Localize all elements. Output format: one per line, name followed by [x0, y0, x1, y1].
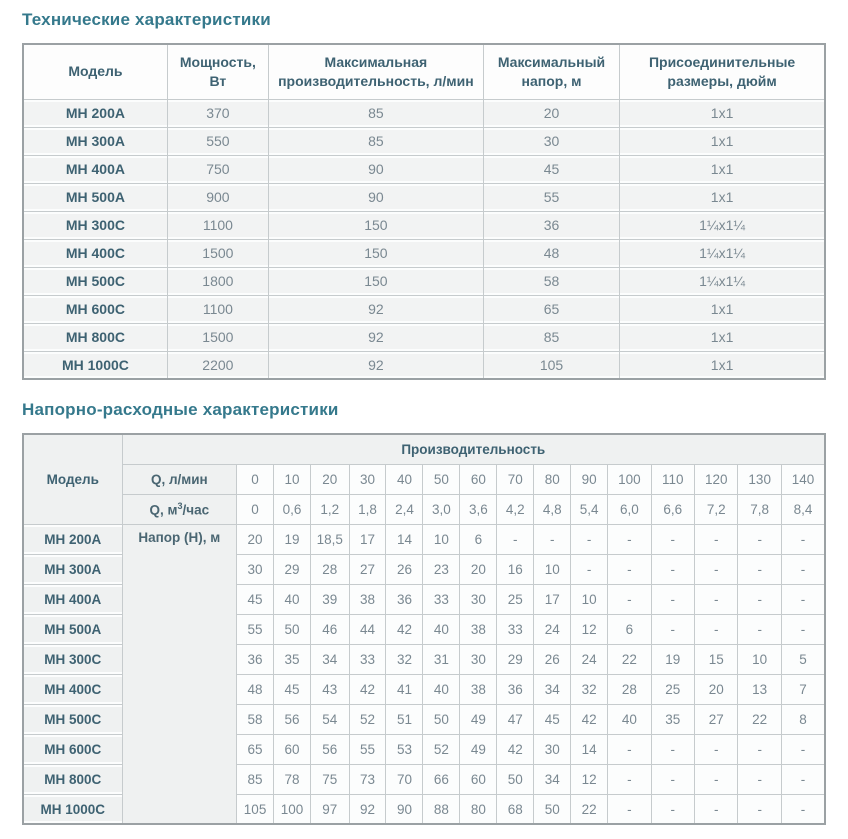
head-value-cell: 27 [695, 704, 738, 734]
head-value-cell: - [695, 584, 738, 614]
head-value-cell: - [738, 794, 781, 824]
value-cell: 92 [268, 323, 483, 351]
head-value-cell: 24 [571, 644, 608, 674]
head-value-cell: 42 [349, 674, 386, 704]
head-value-cell: 30 [460, 644, 497, 674]
value-cell: 550 [167, 127, 268, 155]
head-value-cell: 20 [460, 554, 497, 584]
head-value-cell: 47 [497, 704, 534, 734]
head-value-cell: - [695, 524, 738, 554]
head-value-cell: - [781, 584, 825, 614]
head-value-cell: 33 [497, 614, 534, 644]
head-value-cell: 46 [310, 614, 349, 644]
q-m3h-value: 0,6 [274, 494, 311, 524]
q-m3h-value: 0 [237, 494, 274, 524]
head-value-cell: 45 [534, 704, 571, 734]
head-value-cell: 45 [274, 674, 311, 704]
head-value-cell: 8 [781, 704, 825, 734]
head-value-cell: 38 [349, 584, 386, 614]
head-value-cell: 15 [695, 644, 738, 674]
head-value-cell: - [651, 614, 694, 644]
value-cell: 150 [268, 239, 483, 267]
q-lmin-value: 90 [571, 464, 608, 494]
specs-row [23, 99, 825, 127]
q-m3h-value: 4,2 [497, 494, 534, 524]
head-value-cell: 50 [274, 614, 311, 644]
model-cell: МН 600С [23, 734, 122, 764]
q-m3h-value: 6,6 [651, 494, 694, 524]
head-value-cell: 12 [571, 764, 608, 794]
q-lmin-value: 100 [608, 464, 651, 494]
head-value-cell: 80 [460, 794, 497, 824]
value-cell: 90 [268, 155, 483, 183]
head-value-cell: - [695, 764, 738, 794]
head-value-cell: 24 [534, 614, 571, 644]
head-value-cell: 85 [237, 764, 274, 794]
head-value-cell: - [738, 734, 781, 764]
flow-table-body [23, 524, 825, 824]
head-label-cell: Напор (Н), м [122, 524, 237, 824]
head-value-cell: 34 [310, 644, 349, 674]
q-m3h-value: 4,8 [534, 494, 571, 524]
model-cell: МН 800С [23, 323, 167, 351]
value-cell: 2200 [167, 351, 268, 379]
head-value-cell: 97 [310, 794, 349, 824]
model-cell: МН 400С [23, 674, 122, 704]
head-value-cell: 31 [423, 644, 460, 674]
head-value-cell: 32 [571, 674, 608, 704]
head-value-cell: 51 [386, 704, 423, 734]
head-value-cell: 6 [460, 524, 497, 554]
head-value-cell: 50 [534, 794, 571, 824]
head-value-cell: 88 [423, 794, 460, 824]
flow-row [23, 524, 825, 554]
value-cell: 48 [483, 239, 619, 267]
head-value-cell: 55 [237, 614, 274, 644]
head-value-cell: 36 [386, 584, 423, 614]
value-cell: 36 [483, 211, 619, 239]
value-cell: 750 [167, 155, 268, 183]
specs-row [23, 295, 825, 323]
value-cell: 1¼x1¼ [620, 267, 825, 295]
q-lmin-value: 60 [460, 464, 497, 494]
model-cell: МН 500С [23, 267, 167, 295]
head-value-cell: - [497, 524, 534, 554]
head-value-cell: 35 [274, 644, 311, 674]
specs-table-body [23, 99, 825, 379]
value-cell: 45 [483, 155, 619, 183]
head-value-cell: 27 [349, 554, 386, 584]
head-value-cell: 19 [651, 644, 694, 674]
model-cell: МН 1000С [23, 351, 167, 379]
head-value-cell: 22 [571, 794, 608, 824]
head-value-cell: 52 [423, 734, 460, 764]
head-value-cell: 7 [781, 674, 825, 704]
head-value-cell: 25 [651, 674, 694, 704]
model-cell: МН 300А [23, 127, 167, 155]
flow-q-m3h-row [23, 494, 825, 524]
head-value-cell: - [781, 734, 825, 764]
head-value-cell: 16 [497, 554, 534, 584]
value-cell: 1x1 [620, 183, 825, 211]
specs-col-head: Максимальный напор, м [483, 44, 619, 99]
flow-capacity-header: Производительность [122, 434, 825, 464]
model-cell: МН 800С [23, 764, 122, 794]
head-value-cell: 33 [423, 584, 460, 614]
q-lmin-value: 30 [349, 464, 386, 494]
head-value-cell: 23 [423, 554, 460, 584]
head-value-cell: 56 [310, 734, 349, 764]
head-value-cell: 28 [608, 674, 651, 704]
head-value-cell: 25 [497, 584, 534, 614]
head-value-cell: - [738, 764, 781, 794]
model-cell: МН 500А [23, 614, 122, 644]
q-lmin-value: 70 [497, 464, 534, 494]
q-lmin-value: 130 [738, 464, 781, 494]
head-value-cell: 10 [423, 524, 460, 554]
head-value-cell: - [781, 614, 825, 644]
head-value-cell: 100 [274, 794, 311, 824]
q-lmin-value: 40 [386, 464, 423, 494]
model-cell: МН 400А [23, 155, 167, 183]
head-value-cell: 10 [738, 644, 781, 674]
head-value-cell: 66 [423, 764, 460, 794]
head-value-cell: 65 [237, 734, 274, 764]
specs-table [22, 43, 826, 380]
q-lmin-value: 0 [237, 464, 274, 494]
flow-section-title: Напорно-расходные характеристики [22, 400, 339, 420]
value-cell: 370 [167, 99, 268, 127]
q-m3h-value: 3,0 [423, 494, 460, 524]
model-cell: МН 300С [23, 211, 167, 239]
q-lmin-value: 120 [695, 464, 738, 494]
head-value-cell: 36 [237, 644, 274, 674]
head-value-cell: 14 [386, 524, 423, 554]
value-cell: 1x1 [620, 295, 825, 323]
head-value-cell: 29 [274, 554, 311, 584]
q-m3h-value: 7,8 [738, 494, 781, 524]
head-value-cell: 78 [274, 764, 311, 794]
value-cell: 20 [483, 99, 619, 127]
q-lmin-label: Q, л/мин [122, 464, 237, 494]
head-value-cell: 40 [608, 704, 651, 734]
value-cell: 1x1 [620, 155, 825, 183]
head-value-cell: 28 [310, 554, 349, 584]
q-lmin-value: 110 [651, 464, 694, 494]
value-cell: 900 [167, 183, 268, 211]
head-value-cell: 19 [274, 524, 311, 554]
value-cell: 105 [483, 351, 619, 379]
head-value-cell: - [738, 554, 781, 584]
specs-col-model: Модель [23, 44, 167, 99]
head-value-cell: 48 [237, 674, 274, 704]
head-value-cell: 49 [460, 734, 497, 764]
head-value-cell: - [608, 584, 651, 614]
value-cell: 92 [268, 351, 483, 379]
model-cell: МН 200А [23, 524, 122, 554]
value-cell: 1x1 [620, 99, 825, 127]
value-cell: 1x1 [620, 127, 825, 155]
q-m3h-value: 5,4 [571, 494, 608, 524]
specs-row [23, 239, 825, 267]
head-value-cell: 92 [349, 794, 386, 824]
head-value-cell: 42 [497, 734, 534, 764]
specs-row [23, 155, 825, 183]
specs-row [23, 351, 825, 379]
head-value-cell: 55 [349, 734, 386, 764]
head-value-cell: 40 [423, 614, 460, 644]
value-cell: 55 [483, 183, 619, 211]
head-value-cell: 17 [534, 584, 571, 614]
head-value-cell: 22 [608, 644, 651, 674]
q-m3h-value: 1,2 [310, 494, 349, 524]
specs-row [23, 267, 825, 295]
head-value-cell: 73 [349, 764, 386, 794]
head-value-cell: 75 [310, 764, 349, 794]
head-value-cell: 54 [310, 704, 349, 734]
value-cell: 1800 [167, 267, 268, 295]
specs-col-capacity: Максимальная производительность, л/мин [268, 44, 483, 99]
head-value-cell: 50 [497, 764, 534, 794]
value-cell: 1100 [167, 295, 268, 323]
value-cell: 85 [268, 127, 483, 155]
head-value-cell: 30 [460, 584, 497, 614]
head-value-cell: - [695, 554, 738, 584]
head-value-cell: - [571, 554, 608, 584]
head-value-cell: 90 [386, 794, 423, 824]
value-cell: 1x1 [620, 351, 825, 379]
head-value-cell: 70 [386, 764, 423, 794]
head-value-cell: 14 [571, 734, 608, 764]
head-value-cell: - [651, 584, 694, 614]
head-value-cell: 45 [237, 584, 274, 614]
head-value-cell: 13 [738, 674, 781, 704]
flow-col-model: Модель [23, 434, 122, 524]
value-cell: 58 [483, 267, 619, 295]
head-value-cell: 10 [534, 554, 571, 584]
value-cell: 1¼x1¼ [620, 211, 825, 239]
head-value-cell: 17 [349, 524, 386, 554]
model-cell: МН 400С [23, 239, 167, 267]
head-value-cell: - [738, 584, 781, 614]
head-value-cell: 60 [460, 764, 497, 794]
q-m3h-value: 1,8 [349, 494, 386, 524]
head-value-cell: - [738, 524, 781, 554]
head-value-cell: - [651, 794, 694, 824]
head-value-cell: 49 [460, 704, 497, 734]
head-value-cell: 38 [460, 614, 497, 644]
head-value-cell: 50 [423, 704, 460, 734]
model-cell: МН 600С [23, 295, 167, 323]
head-value-cell: - [781, 764, 825, 794]
value-cell: 1¼x1¼ [620, 239, 825, 267]
specs-col-power: Мощность, Вт [167, 44, 268, 99]
head-value-cell: 5 [781, 644, 825, 674]
specs-row [23, 127, 825, 155]
flow-header-row [23, 434, 825, 464]
q-m3h-value: 3,6 [460, 494, 497, 524]
head-value-cell: 26 [534, 644, 571, 674]
head-value-cell: - [651, 734, 694, 764]
head-value-cell: 34 [534, 674, 571, 704]
head-value-cell: - [781, 554, 825, 584]
head-value-cell: - [608, 734, 651, 764]
head-value-cell: 41 [386, 674, 423, 704]
specs-row [23, 183, 825, 211]
head-value-cell: - [651, 764, 694, 794]
head-value-cell: 12 [571, 614, 608, 644]
head-value-cell: 43 [310, 674, 349, 704]
head-value-cell: 34 [534, 764, 571, 794]
head-value-cell: - [738, 614, 781, 644]
specs-section-title: Технические характеристики [22, 10, 271, 29]
value-cell: 1100 [167, 211, 268, 239]
head-value-cell: 26 [386, 554, 423, 584]
head-value-cell: - [781, 524, 825, 554]
head-value-cell: - [608, 554, 651, 584]
value-cell: 30 [483, 127, 619, 155]
head-value-cell: 22 [738, 704, 781, 734]
head-value-cell: 39 [310, 584, 349, 614]
q-m3h-label: Q, $м^3$/час [122, 494, 237, 524]
specs-header-row [23, 44, 825, 99]
model-cell: МН 500А [23, 183, 167, 211]
head-value-cell: - [571, 524, 608, 554]
value-cell: 1500 [167, 239, 268, 267]
head-value-cell: 35 [651, 704, 694, 734]
head-value-cell: - [695, 614, 738, 644]
head-value-cell: - [608, 794, 651, 824]
head-value-cell: 36 [497, 674, 534, 704]
head-value-cell: 10 [571, 584, 608, 614]
head-value-cell: 56 [274, 704, 311, 734]
head-value-cell: - [695, 794, 738, 824]
q-lmin-value: 10 [274, 464, 311, 494]
head-value-cell: - [608, 524, 651, 554]
head-value-cell: 32 [386, 644, 423, 674]
head-value-cell: - [781, 794, 825, 824]
value-cell: 1x1 [620, 323, 825, 351]
model-cell: МН 300А [23, 554, 122, 584]
q-lmin-value: 20 [310, 464, 349, 494]
head-value-cell: 68 [497, 794, 534, 824]
q-m3h-value: 7,2 [695, 494, 738, 524]
head-value-cell: 29 [497, 644, 534, 674]
head-value-cell: 20 [237, 524, 274, 554]
specs-row [23, 323, 825, 351]
model-cell: МН 1000С [23, 794, 122, 824]
head-value-cell: 40 [423, 674, 460, 704]
head-value-cell: 40 [274, 584, 311, 614]
head-value-cell: 58 [237, 704, 274, 734]
model-cell: МН 300С [23, 644, 122, 674]
q-m3h-value: 6,0 [608, 494, 651, 524]
model-cell: МН 200А [23, 99, 167, 127]
specs-col-conn-size: Присоединительные размеры, дюйм [620, 44, 825, 99]
head-value-cell: 30 [534, 734, 571, 764]
head-value-cell: 42 [386, 614, 423, 644]
q-lmin-value: 80 [534, 464, 571, 494]
head-value-cell: 53 [386, 734, 423, 764]
value-cell: 85 [268, 99, 483, 127]
q-m3h-value: 8,4 [781, 494, 825, 524]
q-lmin-value: 50 [423, 464, 460, 494]
head-value-cell: - [534, 524, 571, 554]
value-cell: 92 [268, 295, 483, 323]
model-cell: МН 400А [23, 584, 122, 614]
value-cell: 85 [483, 323, 619, 351]
head-value-cell: 44 [349, 614, 386, 644]
head-value-cell: - [608, 764, 651, 794]
head-value-cell: 42 [571, 704, 608, 734]
head-value-cell: 6 [608, 614, 651, 644]
flow-table [22, 433, 826, 825]
value-cell: 150 [268, 267, 483, 295]
head-value-cell: 33 [349, 644, 386, 674]
head-value-cell: 105 [237, 794, 274, 824]
value-cell: 65 [483, 295, 619, 323]
head-value-cell: - [651, 524, 694, 554]
flow-q-lmin-row [23, 464, 825, 494]
head-value-cell: - [651, 554, 694, 584]
specs-row [23, 211, 825, 239]
head-value-cell: - [695, 734, 738, 764]
value-cell: 150 [268, 211, 483, 239]
value-cell: 1500 [167, 323, 268, 351]
q-m3h-value: 2,4 [386, 494, 423, 524]
head-value-cell: 60 [274, 734, 311, 764]
q-lmin-value: 140 [781, 464, 825, 494]
head-value-cell: 38 [460, 674, 497, 704]
head-value-cell: 18,5 [310, 524, 349, 554]
model-cell: МН 500С [23, 704, 122, 734]
head-value-cell: 20 [695, 674, 738, 704]
head-value-cell: 52 [349, 704, 386, 734]
head-value-cell: 30 [237, 554, 274, 584]
value-cell: 90 [268, 183, 483, 211]
